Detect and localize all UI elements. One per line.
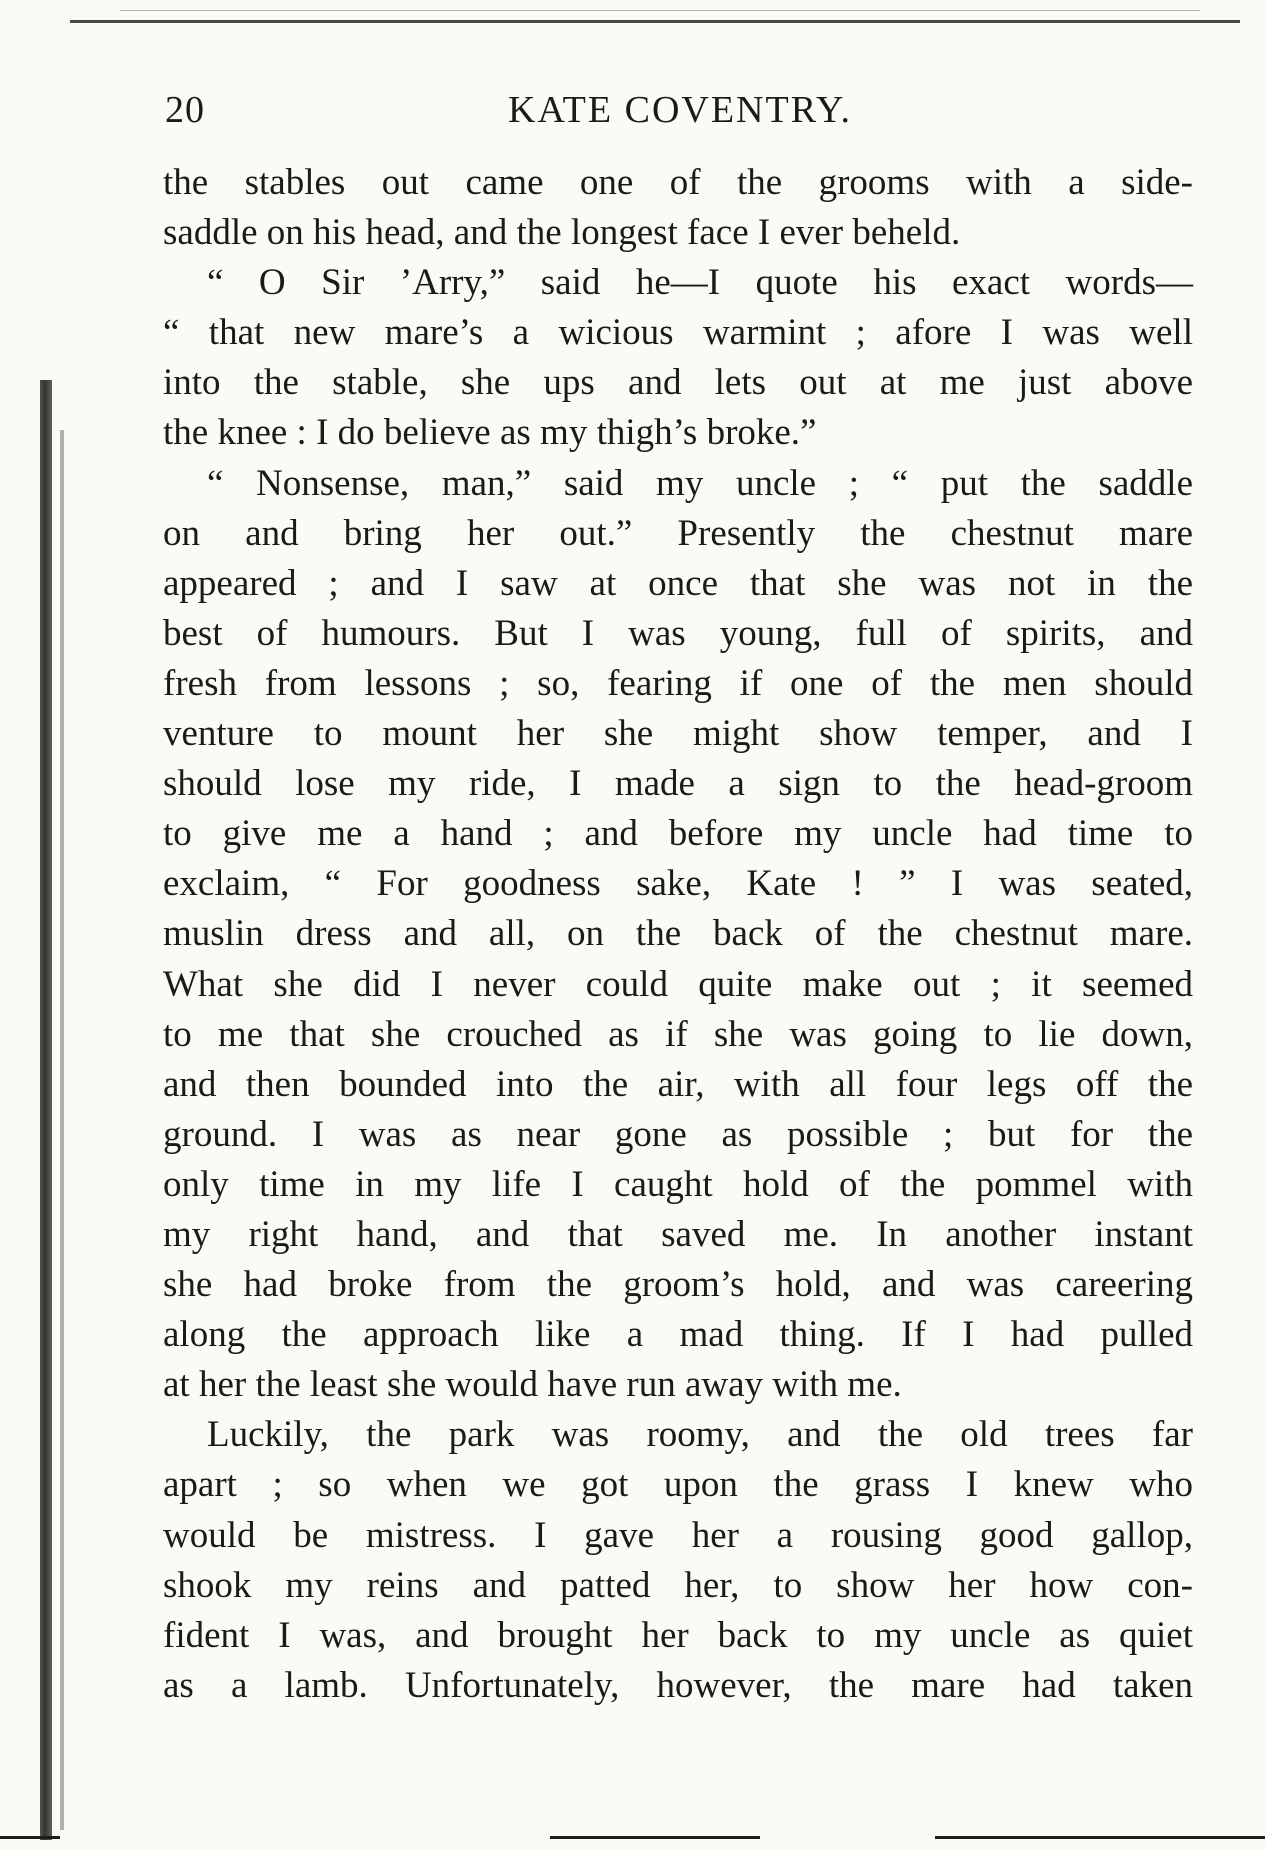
text-line: to me that she crouched as if she was going to lie down, [163, 1013, 1193, 1055]
text-line: would be mistress. I gave her a rousing good gallop, [163, 1514, 1193, 1556]
text-line: she had broke from the groom’s hold, and was careering [163, 1264, 1193, 1306]
text-line: to give me a hand ; and before my uncle had time to [163, 813, 1193, 855]
text-line: at her the least she would have run away with me. [163, 1364, 902, 1406]
text-line: apart ; so when we got upon the grass I knew who [163, 1464, 1193, 1506]
text-line: appeared ; and I saw at once that she was not in the [163, 562, 1193, 604]
text-line: my right hand, and that saved me. In another instant [163, 1213, 1193, 1255]
text-line: muslin dress and all, on the back of the chestnut mare. [163, 913, 1193, 955]
text-line: should lose my ride, I made a sign to the head-groom [163, 763, 1193, 805]
text-line: the knee : I do believe as my thigh’s broke.” [163, 412, 817, 454]
text-line: “ O Sir ’Arry,” said he—I quote his exact words— [207, 262, 1193, 304]
text-line: What she did I never could quite make out ; it seemed [163, 963, 1193, 1005]
top-rule [70, 20, 1240, 23]
text-line: “ Nonsense, man,” said my uncle ; “ put the saddle [207, 462, 1193, 504]
text-line: along the approach like a mad thing. If I had pulled [163, 1314, 1193, 1356]
top-faint-rule [120, 10, 1200, 11]
running-title: KATE COVENTRY. [508, 89, 852, 131]
text-line: exclaim, “ For goodness sake, Kate ! ” I was seated, [163, 863, 1193, 905]
text-line: on and bring her out.” Presently the chestnut mare [163, 512, 1193, 554]
text-line: saddle on his head, and the longest face I ever beheld. [163, 212, 961, 254]
text-line: Luckily, the park was roomy, and the old trees far [207, 1414, 1193, 1456]
text-line: into the stable, she ups and lets out at me just above [163, 362, 1193, 404]
text-line: fresh from lessons ; so, fearing if one of the men should [163, 662, 1193, 704]
text-line: only time in my life I caught hold of the pommel with [163, 1163, 1193, 1205]
book-spine-shadow [40, 380, 52, 1840]
text-line: “ that new mare’s a wicious warmint ; afore I was well [163, 312, 1193, 354]
book-spine-edge [60, 430, 64, 1830]
text-line: fident I was, and brought her back to my uncle as quiet [163, 1614, 1193, 1656]
text-line: venture to mount her she might show temper, and I [163, 713, 1193, 755]
bottom-rule-center [550, 1836, 760, 1839]
body-text [163, 158, 1193, 1711]
text-line: the stables out came one of the grooms with a side- [163, 162, 1193, 203]
page-number: 20 [165, 89, 205, 131]
text-line: and then bounded into the air, with all four legs off the [163, 1063, 1193, 1105]
text-line: best of humours. But I was young, full of spirits, and [163, 612, 1193, 654]
bottom-rule-left [0, 1836, 60, 1839]
bottom-rule-right [935, 1836, 1265, 1839]
text-line: shook my reins and patted her, to show her how con- [163, 1564, 1193, 1606]
text-line: as a lamb. Unfortunately, however, the mare had taken [163, 1664, 1193, 1706]
text-line: ground. I was as near gone as possible ; but for the [163, 1113, 1193, 1155]
page-header [165, 88, 1195, 138]
